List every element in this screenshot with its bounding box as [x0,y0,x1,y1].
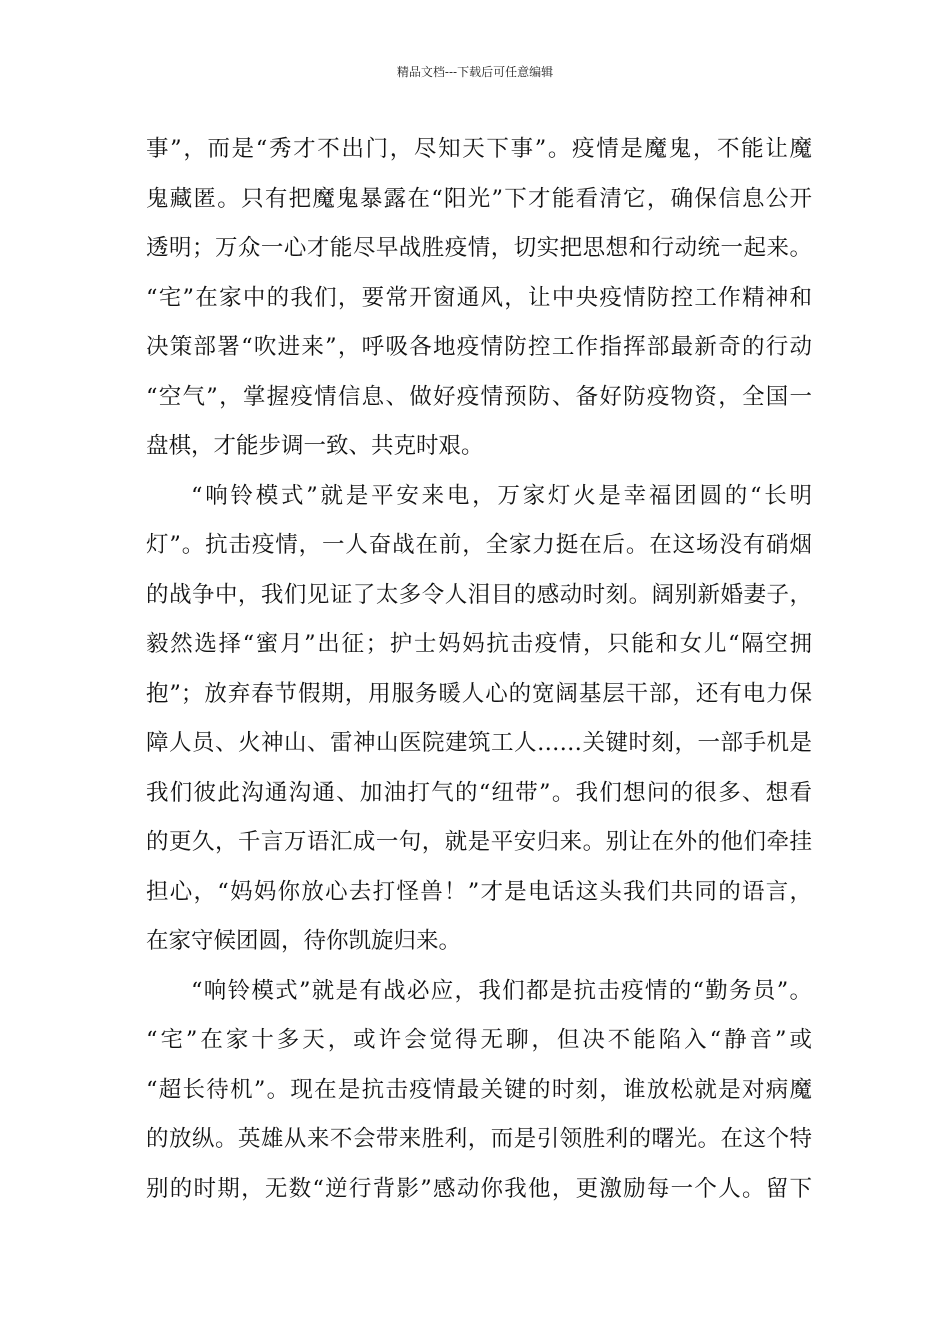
text-line: 灯”。抗击疫情，一人奋战在前，全家力挺在后。在这场没有硝烟 [146,532,812,558]
text-line: 决策部署“吹进来”，呼吸各地疫情防控工作指挥部最新奇的行动 [146,334,812,360]
text-line: 鬼藏匿。只有把魔鬼暴露在“阳光”下才能看清它，确保信息公开 [146,185,812,212]
text-line: 的放纵。英雄从来不会带来胜利，而是引领胜利的曙光。在这个特 [146,1126,812,1152]
text-line: 担心，“妈妈你放心去打怪兽！”才是电话这头我们共同的语言， [146,878,812,905]
text-line: “响铃模式”就是平安来电，万家灯火是幸福团圆的“长明 [191,482,812,509]
text-line: 透明；万众一心才能尽早战胜疫情，切实把思想和行动统一起来。 [146,235,812,261]
text-line: “宅”在家十多天，或许会觉得无聊，但决不能陷入“静音”或 [146,1027,812,1053]
page-header: 精品文档---下载后可任意编辑 [396,65,554,79]
text-line: 毅然选择“蜜月”出征；护士妈妈抗击疫情，只能和女儿“隔空拥 [146,631,812,657]
paragraph-3 [146,967,812,1215]
paragraph-1 [146,125,812,472]
text-line: 事”，而是“秀才不出门，尽知天下事”。疫情是魔鬼，不能让魔 [146,136,812,162]
paragraph-2 [146,472,812,967]
document-body [146,125,812,1214]
text-line: “宅”在家中的我们，要常开窗通风，让中央疫情防控工作精神和 [146,284,812,311]
text-line: 在家守候团圆，待你凯旋归来。 [146,928,462,954]
text-line: “超长待机”。现在是抗击疫情最关键的时刻，谁放松就是对病魔 [146,1076,812,1103]
text-line: 的战争中，我们见证了太多令人泪目的感动时刻。阔别新婚妻子， [146,581,812,608]
text-line: 别的时期，无数“逆行背影”感动你我他，更激励每一个人。留下 [146,1175,812,1202]
text-line: “空气”，掌握疫情信息、做好疫情预防、备好防疫物资，全国一 [146,383,812,410]
text-line: “响铃模式”就是有战必应，我们都是抗击疫情的“勤务员”。 [191,977,812,1004]
text-line: 盘棋，才能步调一致、共克时艰。 [146,433,484,459]
text-line: 抱”；放弃春节假期，用服务暖人心的宽阔基层干部，还有电力保 [146,680,812,707]
text-line: 我们彼此沟通沟通、加油打气的“纽带”。我们想问的很多、想看 [146,779,812,806]
text-line: 的更久，千言万语汇成一句，就是平安归来。别让在外的他们牵挂 [146,829,812,855]
text-line: 障人员、火神山、雷神山医院建筑工人……关键时刻，一部手机是 [146,730,812,756]
